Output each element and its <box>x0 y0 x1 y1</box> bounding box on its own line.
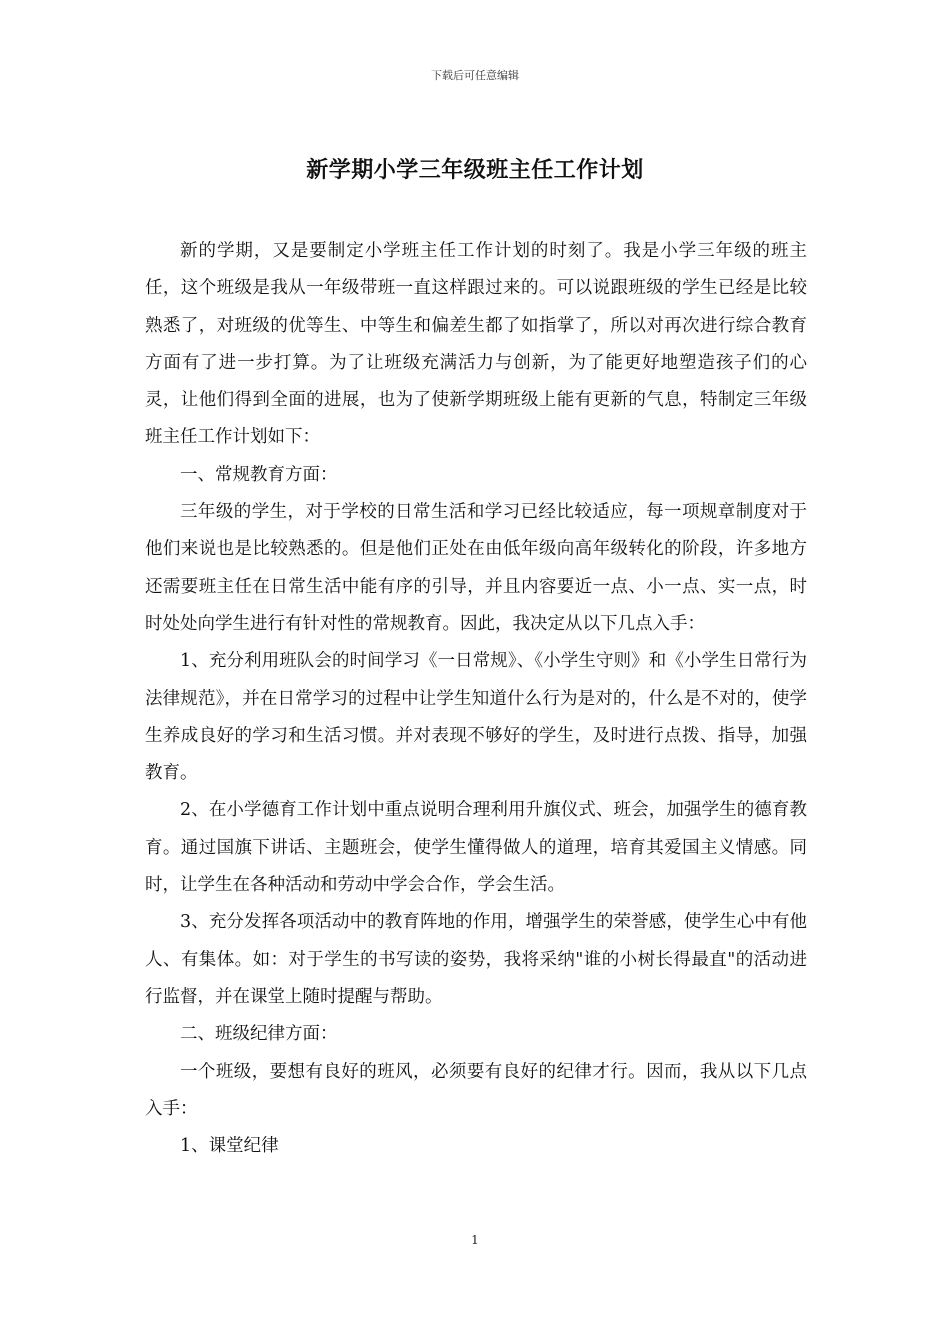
document-body <box>145 233 807 1165</box>
document-title: 新学期小学三年级班主任工作计划 <box>306 157 644 183</box>
paragraph-class-discipline: 一个班级，要想有良好的班风，必须要有良好的纪律才行。因而，我从以下几点入手： <box>145 1061 807 1119</box>
list-item-2: 2、在小学德育工作计划中重点说明合理利用升旗仪式、班会，加强学生的德育教育。通过国旗下讲话、主题班会，使学生懂得做人的道理，培育其爱国主义情感。同时，让学生在各种活动和劳动中学会合作，学会生活。 <box>145 800 807 896</box>
page-number: 1 <box>471 1233 479 1247</box>
header-note: 下载后可任意编辑 <box>431 69 519 82</box>
list-item-1: 1、充分利用班队会的时间学习《一日常规》、《小学生守则》和《小学生日常行为法律规范》，并在日常学习的过程中让学生知道什么行为是对的，什么是不对的，使学生养成良好的学习和生活习惯。并对表现不够好的学生，及时进行点拨、指导，加强教育。 <box>145 651 807 784</box>
paragraph-routine-education: 三年级的学生，对于学校的日常生活和学习已经比较适应，每一项规章制度对于他们来说也是比较熟悉的。但是他们正处在由低年级向高年级转化的阶段，许多地方还需要班主任在日常生活中能有序的引导，并且内容要近一点、小一点、实一点，时时处处向学生进行有针对性的常规教育。因此，我决定从以下几点入手： <box>145 502 807 634</box>
section-heading-routine-education: 一、常规教育方面： <box>180 464 338 485</box>
list-item-3: 3、充分发挥各项活动中的教育阵地的作用，增强学生的荣誉感，使学生心中有他人、有集体。如：对于学生的书写读的姿势，我将采纳"谁的小树长得最直"的活动进行监督，并在课堂上随时提醒与帮助。 <box>145 912 807 1007</box>
list-item-classroom-discipline: 1、课堂纪律 <box>180 1136 279 1157</box>
paragraph-intro: 新的学期，又是要制定小学班主任工作计划的时刻了。我是小学三年级的班主任，这个班级是我从一年级带班一直这样跟过来的。可以说跟班级的学生已经是比较熟悉了，对班级的优等生、中等生和偏差生都了如指掌了，所以对再次进行综合教育方面有了进一步打算。为了让班级充满活力与创新，为了能更好地塑造孩子们的心灵，让他们得到全面的进展，也为了使新学期班级上能有更新的气息，特制定三年级班主任工作计划如下： <box>145 241 807 448</box>
section-heading-class-discipline: 二、班级纪律方面： <box>180 1024 338 1045</box>
